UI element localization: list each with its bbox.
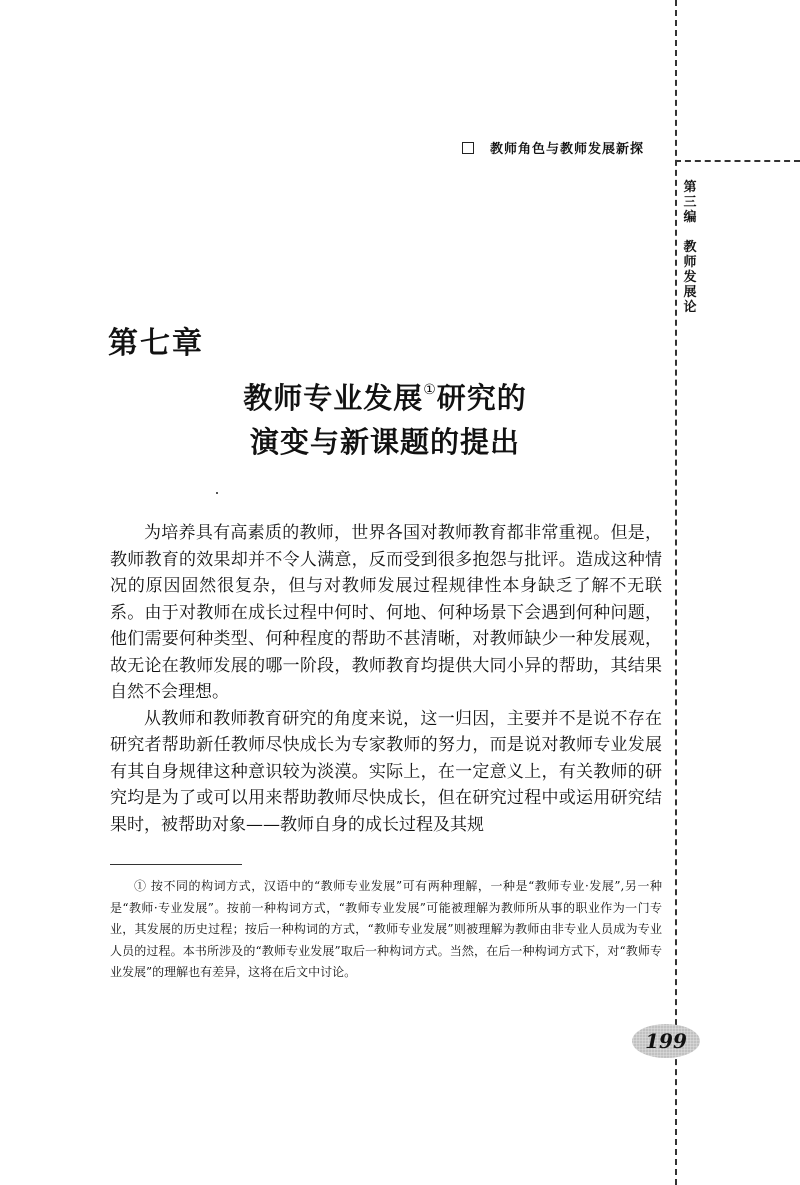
scan-speck <box>216 492 218 494</box>
footnote-rule <box>110 864 242 865</box>
square-bullet-icon <box>462 142 474 154</box>
vertical-dashed-guide <box>675 0 677 1185</box>
side-tab-part: 第三编 <box>683 180 697 225</box>
chapter-label: 第七章 <box>108 326 204 361</box>
horizontal-dashed-guide <box>675 160 800 162</box>
page-number: 199 <box>645 1029 687 1053</box>
chapter-title <box>150 368 620 464</box>
footnote-text: ① 按不同的构词方式，汉语中的“教师专业发展”可有两种理解，一种是“教师专业·发展”,另一种是“教师·专业发展”。按前一种构词方式，“教师专业发展”可能被理解为教师所从事的职业作为一门专业，其发展的历史过程；按后一种构词的方式，“教师专业发展”则被理解为教师由非专业人员成为专业人员的过程。本书所涉及的“教师专业发展”取后一种构词方式。当然，在后一种构词方式下，对“教师专业发展”的理解也有差异，这将在后文中讨论。 <box>110 879 662 979</box>
side-tab-part-title: 教师发展论 <box>683 240 697 315</box>
body-paragraph: 为培养具有高素质的教师，世界各国对教师教育都非常重视。但是，教师教育的效果却并不令人满意，反而受到很多抱怨与批评。造成这种情况的原因固然很复杂，但与对教师发展过程规律性本身缺乏了解不无联系。由于对教师在成长过程中何时、何地、何种场景下会遇到何种问题，他们需要何种类型、何种程度的帮助不甚清晰，对教师缺少一种发展观，故无论在教师发展的哪一阶段，教师教育均提供大同小异的帮助，其结果自然不会理想。 <box>110 523 662 702</box>
page-number-badge <box>632 1024 700 1058</box>
chapter-title-line-2: 演变与新课题的提出 <box>249 425 520 459</box>
body-paragraph: 从教师和教师教育研究的角度来说，这一归因，主要并不是说不存在研究者帮助新任教师尽快成长为专家教师的努力，而是说对教师专业发展有其自身规律这种意识较为淡漠。实际上，在一定意义上，有关教师的研究均是为了或可以用来帮助教师尽快成长，但在研究过程中或运用研究结果时，被帮助对象——教师自身的成长过程及其规 <box>110 708 662 835</box>
running-header-title: 教师角色与教师发展新探 <box>490 142 645 157</box>
footnote-mark: ① <box>423 382 437 398</box>
footnote <box>110 876 662 984</box>
chapter-title-line-1: 教师专业发展①研究的 <box>243 381 527 415</box>
running-header <box>462 138 644 157</box>
body-text <box>110 520 662 838</box>
